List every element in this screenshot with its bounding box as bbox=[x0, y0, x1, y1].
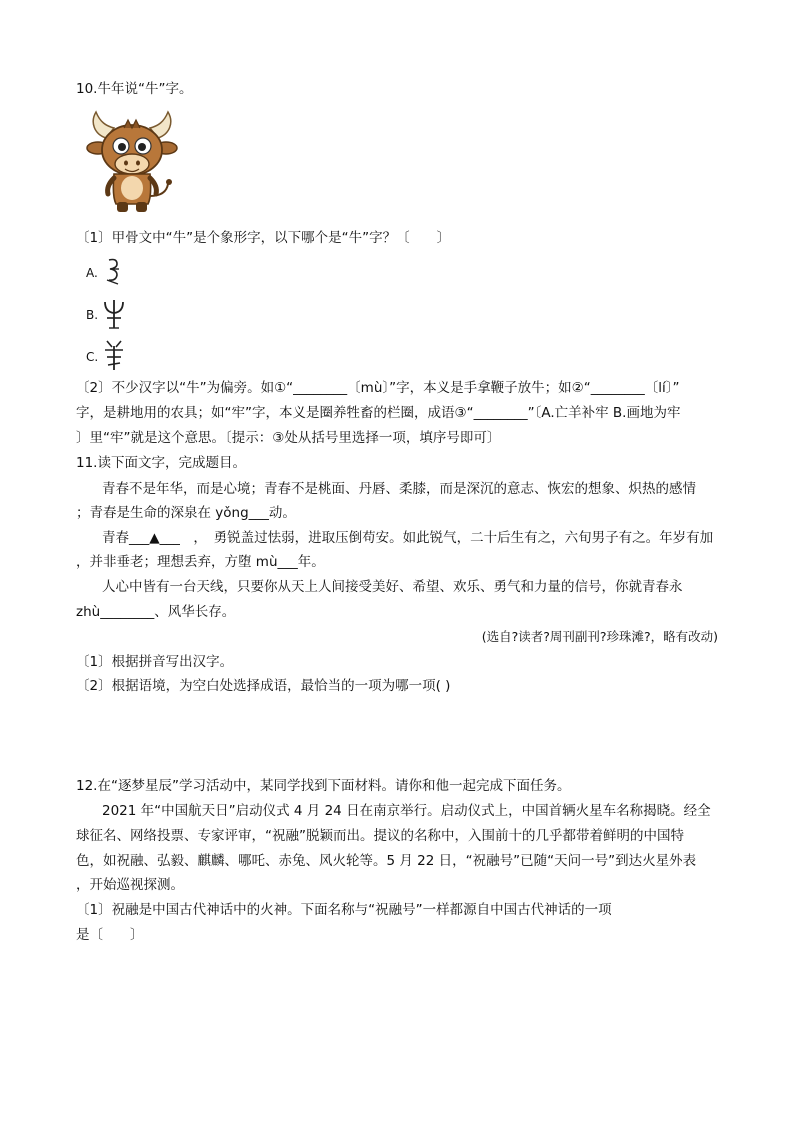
q12-part1-line1: 〔1〕祝融是中国古代神话中的火神。下面名称与“祝融号”一样都源自中国古代神话的一项 bbox=[76, 902, 612, 918]
q11-part1: 〔1〕根据拼音写出汉字。 bbox=[76, 654, 234, 670]
q11-title: 11.读下面文字，完成题目。 bbox=[76, 455, 246, 471]
cartoon-ox-icon bbox=[84, 108, 180, 216]
q12-para1-line4: ，开始巡视探测。 bbox=[76, 877, 184, 893]
q10-option-a-label: A. bbox=[86, 266, 98, 280]
q12-para1-line3: 色，如祝融、弘毅、麒麟、哪吒、赤兔、风火轮等。5 月 22 日，“祝融号”已随“天问一号”到达火星外表 bbox=[76, 853, 697, 869]
q10-part2-line2: 字，是耕地用的农具；如“牢”字，本义是圈养牲畜的栏圈，成语③“________”〔A.亡羊补牢 B.画地为牢 bbox=[76, 405, 681, 421]
q11-para1-line1: 青春不是年华，而是心境；青春不是桃面、丹唇、柔膝，而是深沉的意志、恢宏的想象、炽热的感情 bbox=[102, 481, 696, 497]
q11-source: (选自?读者?周刊副刊?珍珠滩?，略有改动) bbox=[481, 629, 718, 644]
q10-title: 10.牛年说“牛”字。 bbox=[76, 81, 193, 97]
q11-para2-line2: ，并非垂老；理想丢弃，方堕 mù___年。 bbox=[76, 554, 325, 570]
oracle-glyph-c-icon bbox=[101, 338, 127, 372]
q11-para3-line1: 人心中皆有一台天线，只要你从天上人间接受美好、希望、欢乐、勇气和力量的信号，你就青春永 bbox=[102, 579, 683, 595]
q10-option-b-label: B. bbox=[86, 308, 99, 322]
q10-part2-line3: 〕里“牢”就是这个意思。〔提示：③处从括号里选择一项，填序号即可〕 bbox=[76, 430, 501, 446]
oracle-glyph-a-icon bbox=[101, 256, 125, 286]
q10-part1: 〔1〕甲骨文中“牛”是个象形字，以下哪个是“牛”字？〔 〕 bbox=[76, 230, 451, 246]
q11-para1-line2: ；青春是生命的深泉在 yǒng___动。 bbox=[76, 505, 296, 521]
q11-para2-line1: 青春___▲___ ， 勇锐盖过怯弱，进取压倒苟安。如此锐气，二十后生有之，六旬男子有之。年岁有加 bbox=[102, 530, 714, 546]
q10-option-c-label: C. bbox=[86, 350, 99, 364]
oracle-glyph-b-icon bbox=[101, 298, 127, 330]
q12-part1-line2: 是〔 〕 bbox=[76, 927, 144, 943]
q12-para1-line1: 2021 年“中国航天日”启动仪式 4 月 24 日在南京举行。启动仪式上，中国首辆火星车名称揭晓。经全 bbox=[102, 803, 711, 819]
q12-para1-line2: 球征名、网络投票、专家评审，“祝融”脱颖而出。提议的名称中，入围前十的几乎都带着鲜明的中国特 bbox=[76, 828, 684, 844]
q12-title: 12.在“逐梦星辰”学习活动中，某同学找到下面材料。请你和他一起完成下面任务。 bbox=[76, 778, 571, 794]
q11-para3-line2: zhù________、风华长存。 bbox=[76, 604, 236, 620]
q10-part2-line1: 〔2〕不少汉字以“牛”为偏旁。如①“________〔mù〕”字，本义是手拿鞭子放牛；如②“________〔lí〕” bbox=[76, 380, 680, 396]
q11-part2: 〔2〕根据语境，为空白处选择成语，最恰当的一项为哪一项( ) bbox=[76, 678, 451, 694]
